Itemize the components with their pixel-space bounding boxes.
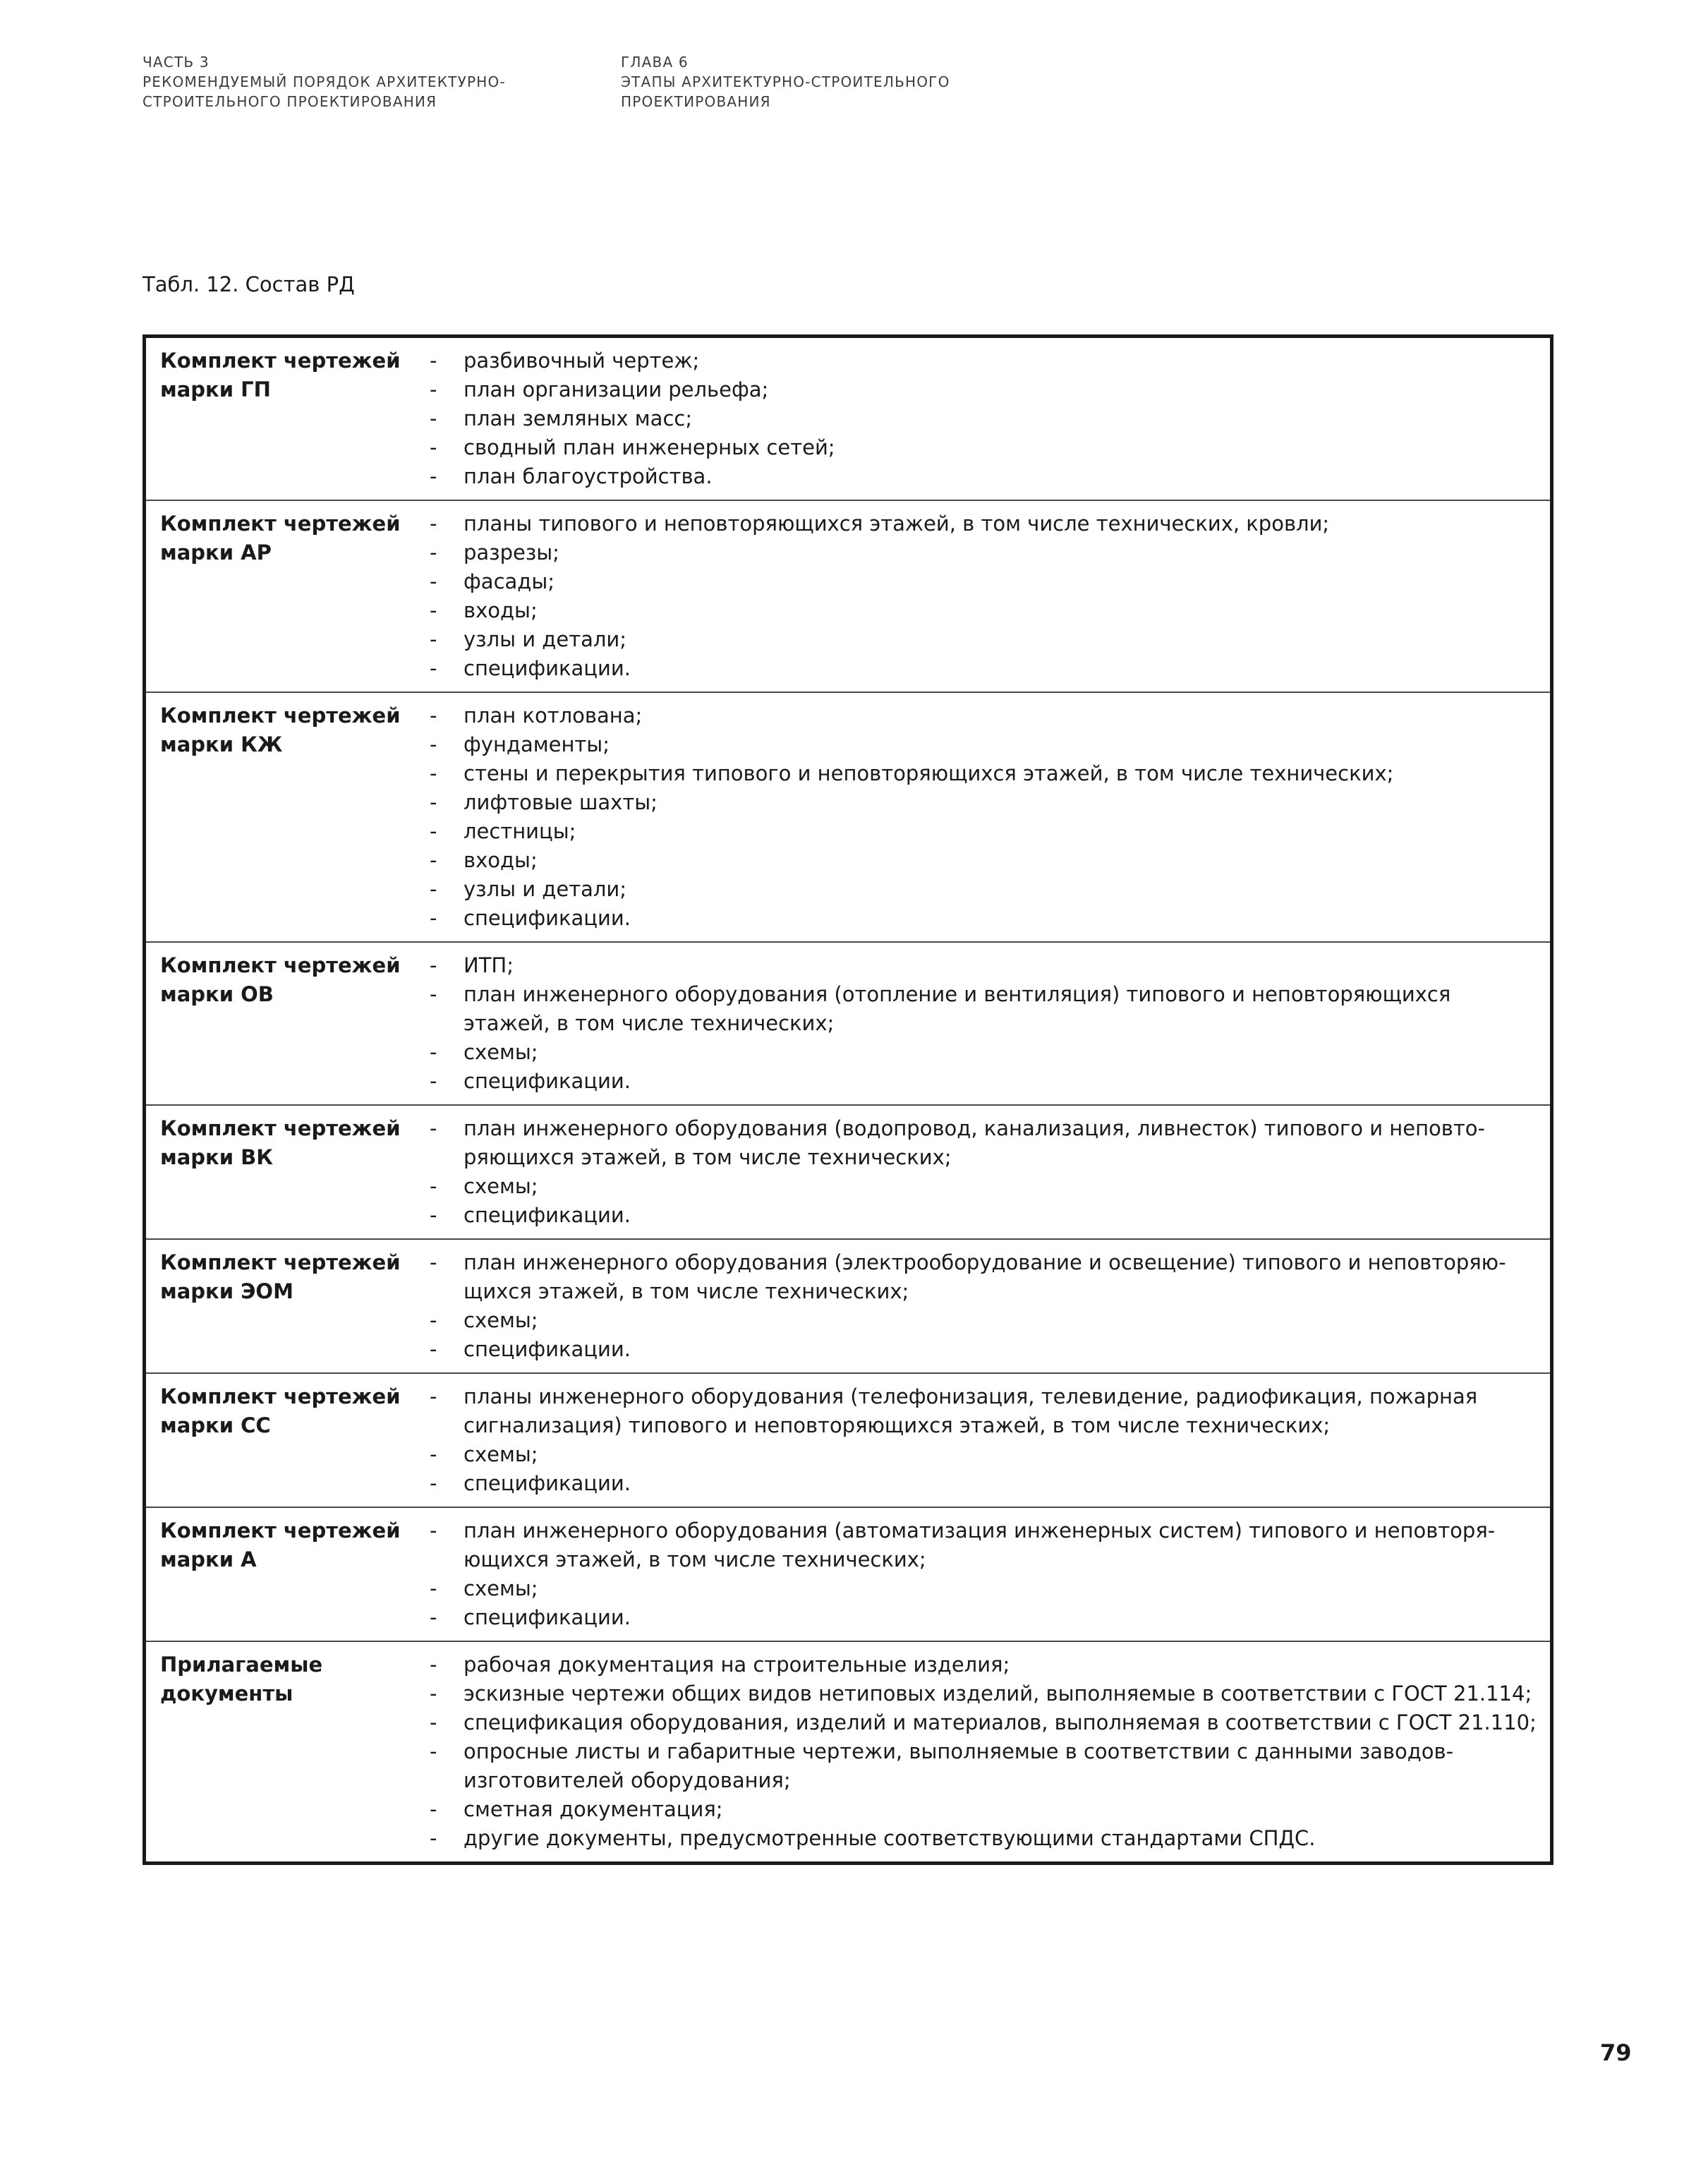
list-item: - план инженерного оборудования (водопровод, канализация, ливнесток) типового и неповто-ряющихся этажей, в том числе технических;: [428, 1114, 1537, 1172]
list-item: - спецификация оборудования, изделий и материалов, выполняемая в соответствии с ГОСТ 21.110;: [428, 1708, 1537, 1737]
list-item: - входы;: [428, 596, 1537, 625]
list-item: - эскизные чертежи общих видов нетиповых изделий, выполняемые в соответствии с ГОСТ 21.114;: [428, 1679, 1537, 1708]
row-label-cell: [145, 1105, 429, 1239]
list-item: - лестницы;: [428, 817, 1537, 846]
row-label-line: документы: [160, 1682, 293, 1706]
list-item: - разрезы;: [428, 538, 1537, 567]
row-label-cell: [145, 1373, 429, 1507]
list-item: - спецификации.: [428, 1335, 1537, 1364]
table-body: [145, 337, 1552, 1864]
list-item: - схемы;: [428, 1172, 1537, 1201]
table-row: [145, 500, 1552, 692]
list-item: - схемы;: [428, 1574, 1537, 1603]
table-row: [145, 1239, 1552, 1373]
list-item: - узлы и детали;: [428, 625, 1537, 654]
row-label-line: Комплект чертежей: [160, 1250, 401, 1274]
row-label-line: марки СС: [160, 1413, 271, 1437]
item-list: [428, 346, 1537, 491]
list-item: - разбивочный чертеж;: [428, 346, 1537, 375]
list-item: - план инженерного оборудования (отопление и вентиляция) типового и неповторяющихся этажей, в том числе технических;: [428, 980, 1537, 1038]
list-item: - сметная документация;: [428, 1795, 1537, 1824]
header-chapter-title-line2: ПРОЕКТИРОВАНИЯ: [621, 93, 771, 110]
row-label-line: Комплект чертежей: [160, 512, 401, 536]
row-items-cell: [428, 1507, 1552, 1641]
row-items-cell: [428, 942, 1552, 1105]
header-part-title-line2: СТРОИТЕЛЬНОГО ПРОЕКТИРОВАНИЯ: [143, 93, 437, 110]
row-items-cell: [428, 500, 1552, 692]
table-row: [145, 337, 1552, 501]
list-item: - спецификации.: [428, 1469, 1537, 1498]
row-items-cell: [428, 1239, 1552, 1373]
list-item: - план организации рельефа;: [428, 375, 1537, 404]
item-list: [428, 1382, 1537, 1498]
row-label-line: марки АР: [160, 541, 272, 565]
list-item: - опросные листы и габаритные чертежи, выполняемые в соответствии с данными заводов-изготовителей оборудования;: [428, 1737, 1537, 1795]
row-label-cell: [145, 1507, 429, 1641]
row-label-line: марки ОВ: [160, 982, 274, 1006]
list-item: - спецификации.: [428, 1603, 1537, 1632]
running-header-part: [143, 52, 506, 111]
item-list: [428, 951, 1537, 1096]
running-header-chapter: [621, 52, 950, 111]
row-label-line: Комплект чертежей: [160, 349, 401, 373]
row-label-cell: [145, 1239, 429, 1373]
list-item: - спецификации.: [428, 1067, 1537, 1096]
row-items-cell: [428, 337, 1552, 501]
list-item: - спецификации.: [428, 654, 1537, 683]
list-item: - фасады;: [428, 567, 1537, 596]
row-items-cell: [428, 1105, 1552, 1239]
list-item: - ИТП;: [428, 951, 1537, 980]
row-label-cell: [145, 942, 429, 1105]
list-item: - схемы;: [428, 1440, 1537, 1469]
list-item: - фундаменты;: [428, 730, 1537, 759]
list-item: - узлы и детали;: [428, 875, 1537, 904]
list-item: - план инженерного оборудования (электрооборудование и освещение) типового и неповторяю-щихся этажей, в том числе технических;: [428, 1248, 1537, 1306]
table-row: [145, 692, 1552, 942]
header-part-title-line1: РЕКОМЕНДУЕМЫЙ ПОРЯДОК АРХИТЕКТУРНО-: [143, 73, 506, 90]
list-item: - другие документы, предусмотренные соответствующими стандартами СПДС.: [428, 1824, 1537, 1853]
row-items-cell: [428, 1641, 1552, 1864]
row-label-line: Комплект чертежей: [160, 1116, 401, 1140]
item-list: [428, 1516, 1537, 1632]
row-label-cell: [145, 1641, 429, 1864]
item-list: [428, 701, 1537, 933]
row-label-line: марки А: [160, 1547, 257, 1571]
list-item: - схемы;: [428, 1038, 1537, 1067]
list-item: - план котлована;: [428, 701, 1537, 730]
page-number: 79: [1600, 2039, 1632, 2066]
list-item: - рабочая документация на строительные изделия;: [428, 1650, 1537, 1679]
row-label-line: Комплект чертежей: [160, 704, 401, 728]
table-row: [145, 1507, 1552, 1641]
list-item: - план инженерного оборудования (автоматизация инженерных систем) типового и неповторя-ющихся этажей, в том числе технических;: [428, 1516, 1537, 1574]
list-item: - сводный план инженерных сетей;: [428, 433, 1537, 462]
table-row: [145, 942, 1552, 1105]
table-row: [145, 1641, 1552, 1864]
list-item: - план благоустройства.: [428, 462, 1537, 491]
list-item: - входы;: [428, 846, 1537, 875]
row-label-cell: [145, 692, 429, 942]
list-item: - схемы;: [428, 1306, 1537, 1335]
row-label-line: Комплект чертежей: [160, 1384, 401, 1408]
row-label-line: марки ВК: [160, 1145, 273, 1169]
row-label-line: Комплект чертежей: [160, 953, 401, 977]
list-item: - спецификации.: [428, 1201, 1537, 1230]
header-chapter-title-line1: ЭТАПЫ АРХИТЕКТУРНО-СТРОИТЕЛЬНОГО: [621, 73, 950, 90]
item-list: [428, 1650, 1537, 1853]
table-row: [145, 1373, 1552, 1507]
list-item: - планы инженерного оборудования (телефонизация, телевидение, радиофикация, пожарная сигнализация) типового и неповторяющихся этажей, в том числе технических;: [428, 1382, 1537, 1440]
row-label-line: марки ГП: [160, 378, 271, 402]
header-chapter-number: ГЛАВА 6: [621, 54, 689, 71]
item-list: [428, 509, 1537, 683]
row-label-line: марки КЖ: [160, 732, 283, 756]
list-item: - стены и перекрытия типового и неповторяющихся этажей, в том числе технических;: [428, 759, 1537, 788]
row-label-line: марки ЭОМ: [160, 1279, 293, 1303]
row-label-line: Прилагаемые: [160, 1653, 323, 1677]
item-list: [428, 1248, 1537, 1364]
list-item: - лифтовые шахты;: [428, 788, 1537, 817]
row-items-cell: [428, 1373, 1552, 1507]
table-caption: Табл. 12. Состав РД: [143, 272, 355, 296]
table-row: [145, 1105, 1552, 1239]
header-part-number: ЧАСТЬ 3: [143, 54, 210, 71]
row-label-line: Комплект чертежей: [160, 1519, 401, 1543]
list-item: - планы типового и неповторяющихся этажей, в том числе технических, кровли;: [428, 509, 1537, 538]
list-item: - план земляных масс;: [428, 404, 1537, 433]
row-label-cell: [145, 500, 429, 692]
row-items-cell: [428, 692, 1552, 942]
row-label-cell: [145, 337, 429, 501]
item-list: [428, 1114, 1537, 1230]
list-item: - спецификации.: [428, 904, 1537, 933]
rd-composition-table: [143, 334, 1553, 1865]
